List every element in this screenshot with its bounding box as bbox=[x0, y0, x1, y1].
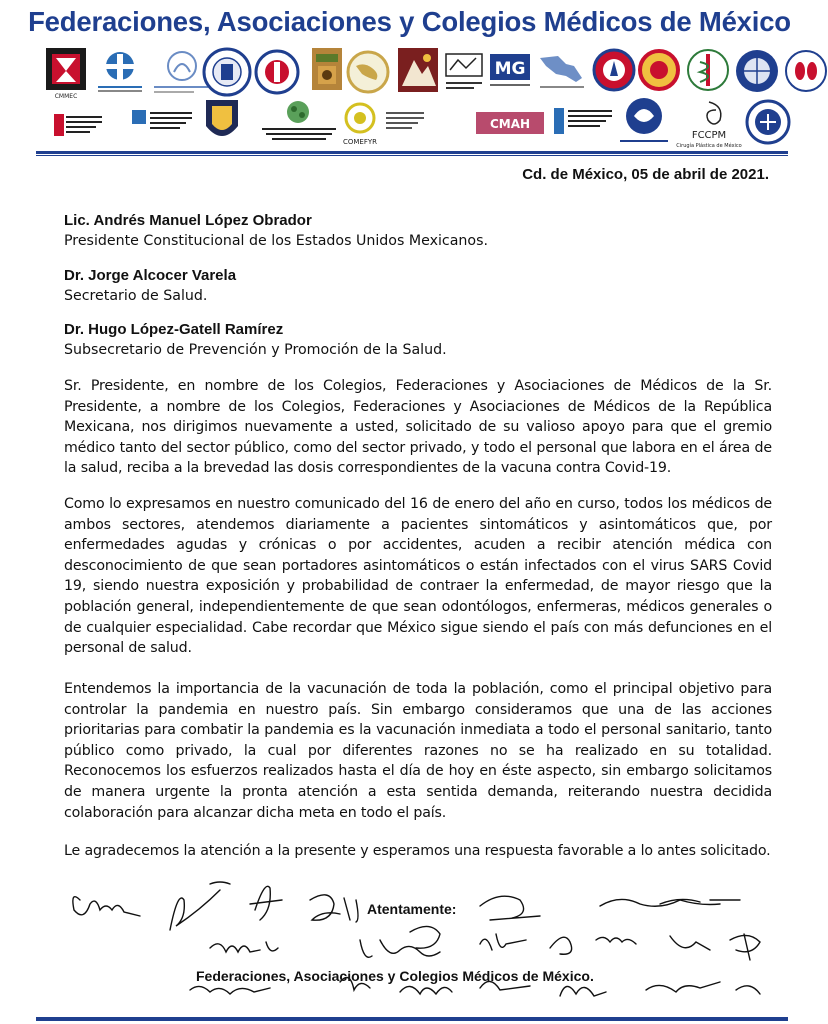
globe-seal-logo bbox=[734, 46, 780, 98]
recipient-role: Subsecretario de Prevención y Promoción de la Salud. bbox=[64, 342, 447, 358]
logo-row-2 bbox=[44, 96, 794, 150]
svg-text:CMAH: CMAH bbox=[489, 117, 531, 131]
recipient-2 bbox=[64, 265, 236, 307]
terapia-intensiva-logo bbox=[130, 108, 196, 146]
kidney-logo bbox=[784, 46, 828, 98]
mountain-logo bbox=[396, 46, 440, 96]
caduceus-logo bbox=[684, 44, 732, 100]
fccpm-logo bbox=[676, 98, 742, 150]
svg-text:MG: MG bbox=[494, 59, 526, 79]
urgencias-logo bbox=[52, 110, 104, 146]
recipient-3 bbox=[64, 319, 447, 361]
svg-text:CMMEC: CMMEC bbox=[54, 93, 78, 100]
infecciones-logo bbox=[258, 98, 340, 150]
assoc-logo-text bbox=[442, 50, 486, 96]
logo-row-1 bbox=[44, 44, 794, 102]
blue-seal-logo bbox=[592, 46, 636, 96]
header-rule-thin bbox=[36, 155, 788, 156]
red-shield-logo bbox=[638, 44, 680, 98]
mg-logo bbox=[488, 50, 532, 96]
neurocirugia-logo bbox=[618, 96, 670, 150]
dark-shield-logo bbox=[200, 96, 244, 150]
signatory-organization: Federaciones, Asociaciones y Colegios Médicos de México. bbox=[196, 968, 594, 984]
recipient-name: Lic. Andrés Manuel López Obrador bbox=[64, 212, 312, 229]
comefyr-logo bbox=[338, 100, 382, 148]
body-paragraph-1: Sr. Presidente, en nombre de los Colegios, Federaciones y Asociaciones de Médicos de la Sr. Presidente, a nombre de los Colegios, Federaciones y Asociaciones de Médicos de la República Mexicana, nos dirigimos nuevamente a usted, solicitado de su valioso apoyo para que el gremio médico tanto del sector público, como del sector privado, y todo el personal que labora en el área de la salud, reciba a la brevedad las dosis correspondientes de la vacuna contra Covid-19. bbox=[64, 378, 772, 477]
svg-text:Cirugía Plástica de México: Cirugía Plástica de México bbox=[676, 143, 742, 149]
seal-logo-2 bbox=[254, 44, 300, 100]
svg-text:FCCPM: FCCPM bbox=[691, 130, 727, 141]
recipient-name: Dr. Hugo López-Gatell Ramírez bbox=[64, 321, 284, 338]
federation-text-logo bbox=[384, 108, 426, 142]
letterhead-title: Federaciones, Asociaciones y Colegios Médicos de México bbox=[28, 6, 791, 37]
aztec-logo bbox=[306, 44, 348, 102]
body-paragraph-3: Entendemos la importancia de la vacunación de toda la población, como el principal objetivo para controlar la pandemia en nuestro país. Sin embargo consideramos que una de las acciones prioritarias para combatir la pandemia es la vacunación inmediata a todo el personal sanitario, tanto público como privado, la cual por diferentes razones no se ha realizado en su totalidad. Reconocemos los esfuerzos realizados hasta el día de hoy en éste aspecto, sin embargo solicitamos de manera urgente la pronta atención a esta sentida demanda, reiterando nuestra decidida colaboración para alcanzar dicha meta en todo el país. bbox=[64, 681, 772, 821]
cmmec-logo bbox=[44, 46, 88, 100]
seal-logo-1 bbox=[202, 44, 252, 100]
recipient-1 bbox=[64, 210, 488, 252]
body-paragraph-4: Le agradecemos la atención a la presente y esperamos una respuesta favorable a lo antes solicitado. bbox=[64, 843, 771, 859]
closing-phrase: Atentamente: bbox=[367, 901, 457, 917]
date-line: Cd. de México, 05 de abril de 2021. bbox=[522, 166, 769, 183]
nutricion-logo bbox=[552, 104, 614, 144]
recipient-name: Dr. Jorge Alcocer Varela bbox=[64, 267, 237, 284]
footer-rule bbox=[36, 1017, 788, 1021]
recipient-role: Presidente Constitucional de los Estados Unidos Mexicanos. bbox=[64, 233, 489, 249]
signatures bbox=[60, 870, 780, 1020]
body-paragraph-2: Como lo expresamos en nuestro comunicado del 16 de enero del año en curso, todos los médicos de ambos sectores, atendemos diariamente a pacientes sintomáticos y asintomáticos que, por enfermedades agudas y crónicas o por accidentes, acuden a recibir atención médica con desconocimiento de que sean portadores asintomáticos o están infectados con el virus SARS Covid 19, siendo nuestra exposición y probabilidad de contraer la enfermedad, de mayor riesgo que la población general, independientemente de que sean odontólogos, enfermeras, médicos generales o de cualquier especialidad. Cabe recordar que México sigue siendo el país con más defunciones en el personal de salud. bbox=[64, 496, 772, 657]
map-logo bbox=[536, 48, 588, 96]
recipient-role: Secretario de Salud. bbox=[64, 288, 208, 304]
mexico-map-seal-logo bbox=[346, 48, 390, 96]
medicina-interna-logo bbox=[98, 48, 142, 100]
svg-text:COMEFYR: COMEFYR bbox=[342, 138, 378, 146]
round-seal-logo bbox=[744, 98, 792, 146]
header-rule bbox=[36, 151, 788, 154]
cmah-logo bbox=[474, 110, 546, 138]
